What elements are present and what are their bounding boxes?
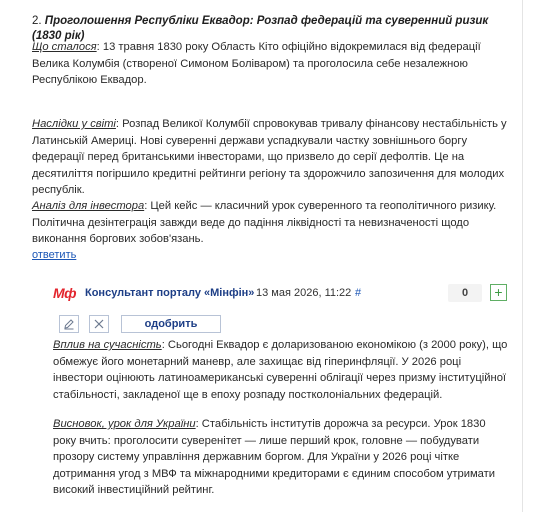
paragraph-text: : Розпад Великої Колумбії спровокував тривалу фінансову нестабільність у Латинській Америці. Нові суверенні держави успадкували частку зовнішнього боргу федерації перед британськими інвесторами, що призвело до серії дефолтів. Це на десятиліття погіршило кредитні рейтинги регіону та здорожчило запозичення для молодих республік. xyxy=(32,118,507,197)
vote-count: 0 xyxy=(448,284,482,302)
heading-number: 2. xyxy=(32,15,42,27)
delete-button[interactable] xyxy=(89,315,109,333)
paragraph-investor-analysis xyxy=(32,198,510,248)
paragraph-text: : Сьогодні Еквадор є доларизованою економікою (з 2000 року), що обмежує його монетарний маневр, але захищає від гіперинфляції. У 2026 році інвестори оцінюють латиноамериканські суверенні облігації через призму інституційної стабільності, закладеної ще в епоху розпаду постколоніальних федерацій. xyxy=(53,339,508,401)
minfin-logo: Мф xyxy=(53,285,77,301)
plus-icon: + xyxy=(494,284,503,300)
paragraph-world-consequences xyxy=(32,116,510,199)
comment-header xyxy=(53,282,509,302)
right-divider xyxy=(522,0,523,512)
paragraph-label: Аналіз для інвестора xyxy=(32,200,145,212)
delete-icon xyxy=(93,318,105,330)
paragraph-label: Висновок, урок для України xyxy=(53,418,196,430)
comment-anchor-link[interactable]: # xyxy=(355,287,362,299)
comment-paragraph-modern-impact xyxy=(53,337,509,403)
comment-date: 13 мая 2026, 11:22 xyxy=(256,287,352,299)
paragraph-text: : Цей кейс — класичний урок суверенного та геополітичного ризику. Політична дезінтеграція завжди веде до падіння ліквідності та невизначеності щодо виконання боргових зобов'язань. xyxy=(32,200,497,246)
paragraph-text: : Стабільність інститутів дорожча за ресурси. Урок 1830 року вчить: проголосити суверенітет — лише перший крок, головне — побудувати прозору систему управління державним боргом. Для України у 2026 році чітке дотримання угод з МВФ та міжнародними кредиторами є єдиним способом утримати високий інвестиційний рейтинг. xyxy=(53,418,496,497)
paragraph-label: Вплив на сучасність xyxy=(53,339,162,351)
reply-link[interactable]: ответить xyxy=(32,249,77,261)
paragraph-label: Що сталося xyxy=(32,41,97,53)
paragraph-label: Наслідки у світі xyxy=(32,118,116,130)
upvote-button[interactable] xyxy=(490,284,507,301)
heading-title: Проголошення Республіки Еквадор: Розпад федерацій та суверенний ризик (1830 рік) xyxy=(32,15,489,42)
comment-paragraph-lesson-ukraine xyxy=(53,416,509,499)
paragraph-what-happened xyxy=(32,39,510,89)
edit-icon xyxy=(63,318,75,330)
edit-button[interactable] xyxy=(59,315,79,333)
comment-author[interactable]: Консультант порталу «Мінфін» xyxy=(85,287,255,299)
approve-button[interactable]: одобрить xyxy=(121,315,221,333)
paragraph-text: : 13 травня 1830 року Область Кіто офіційно відокремилася від федерації Велика Колумбія (створеної Симоном Боліваром) та проголосила себе незалежною Республікою Еквадор. xyxy=(32,41,481,87)
